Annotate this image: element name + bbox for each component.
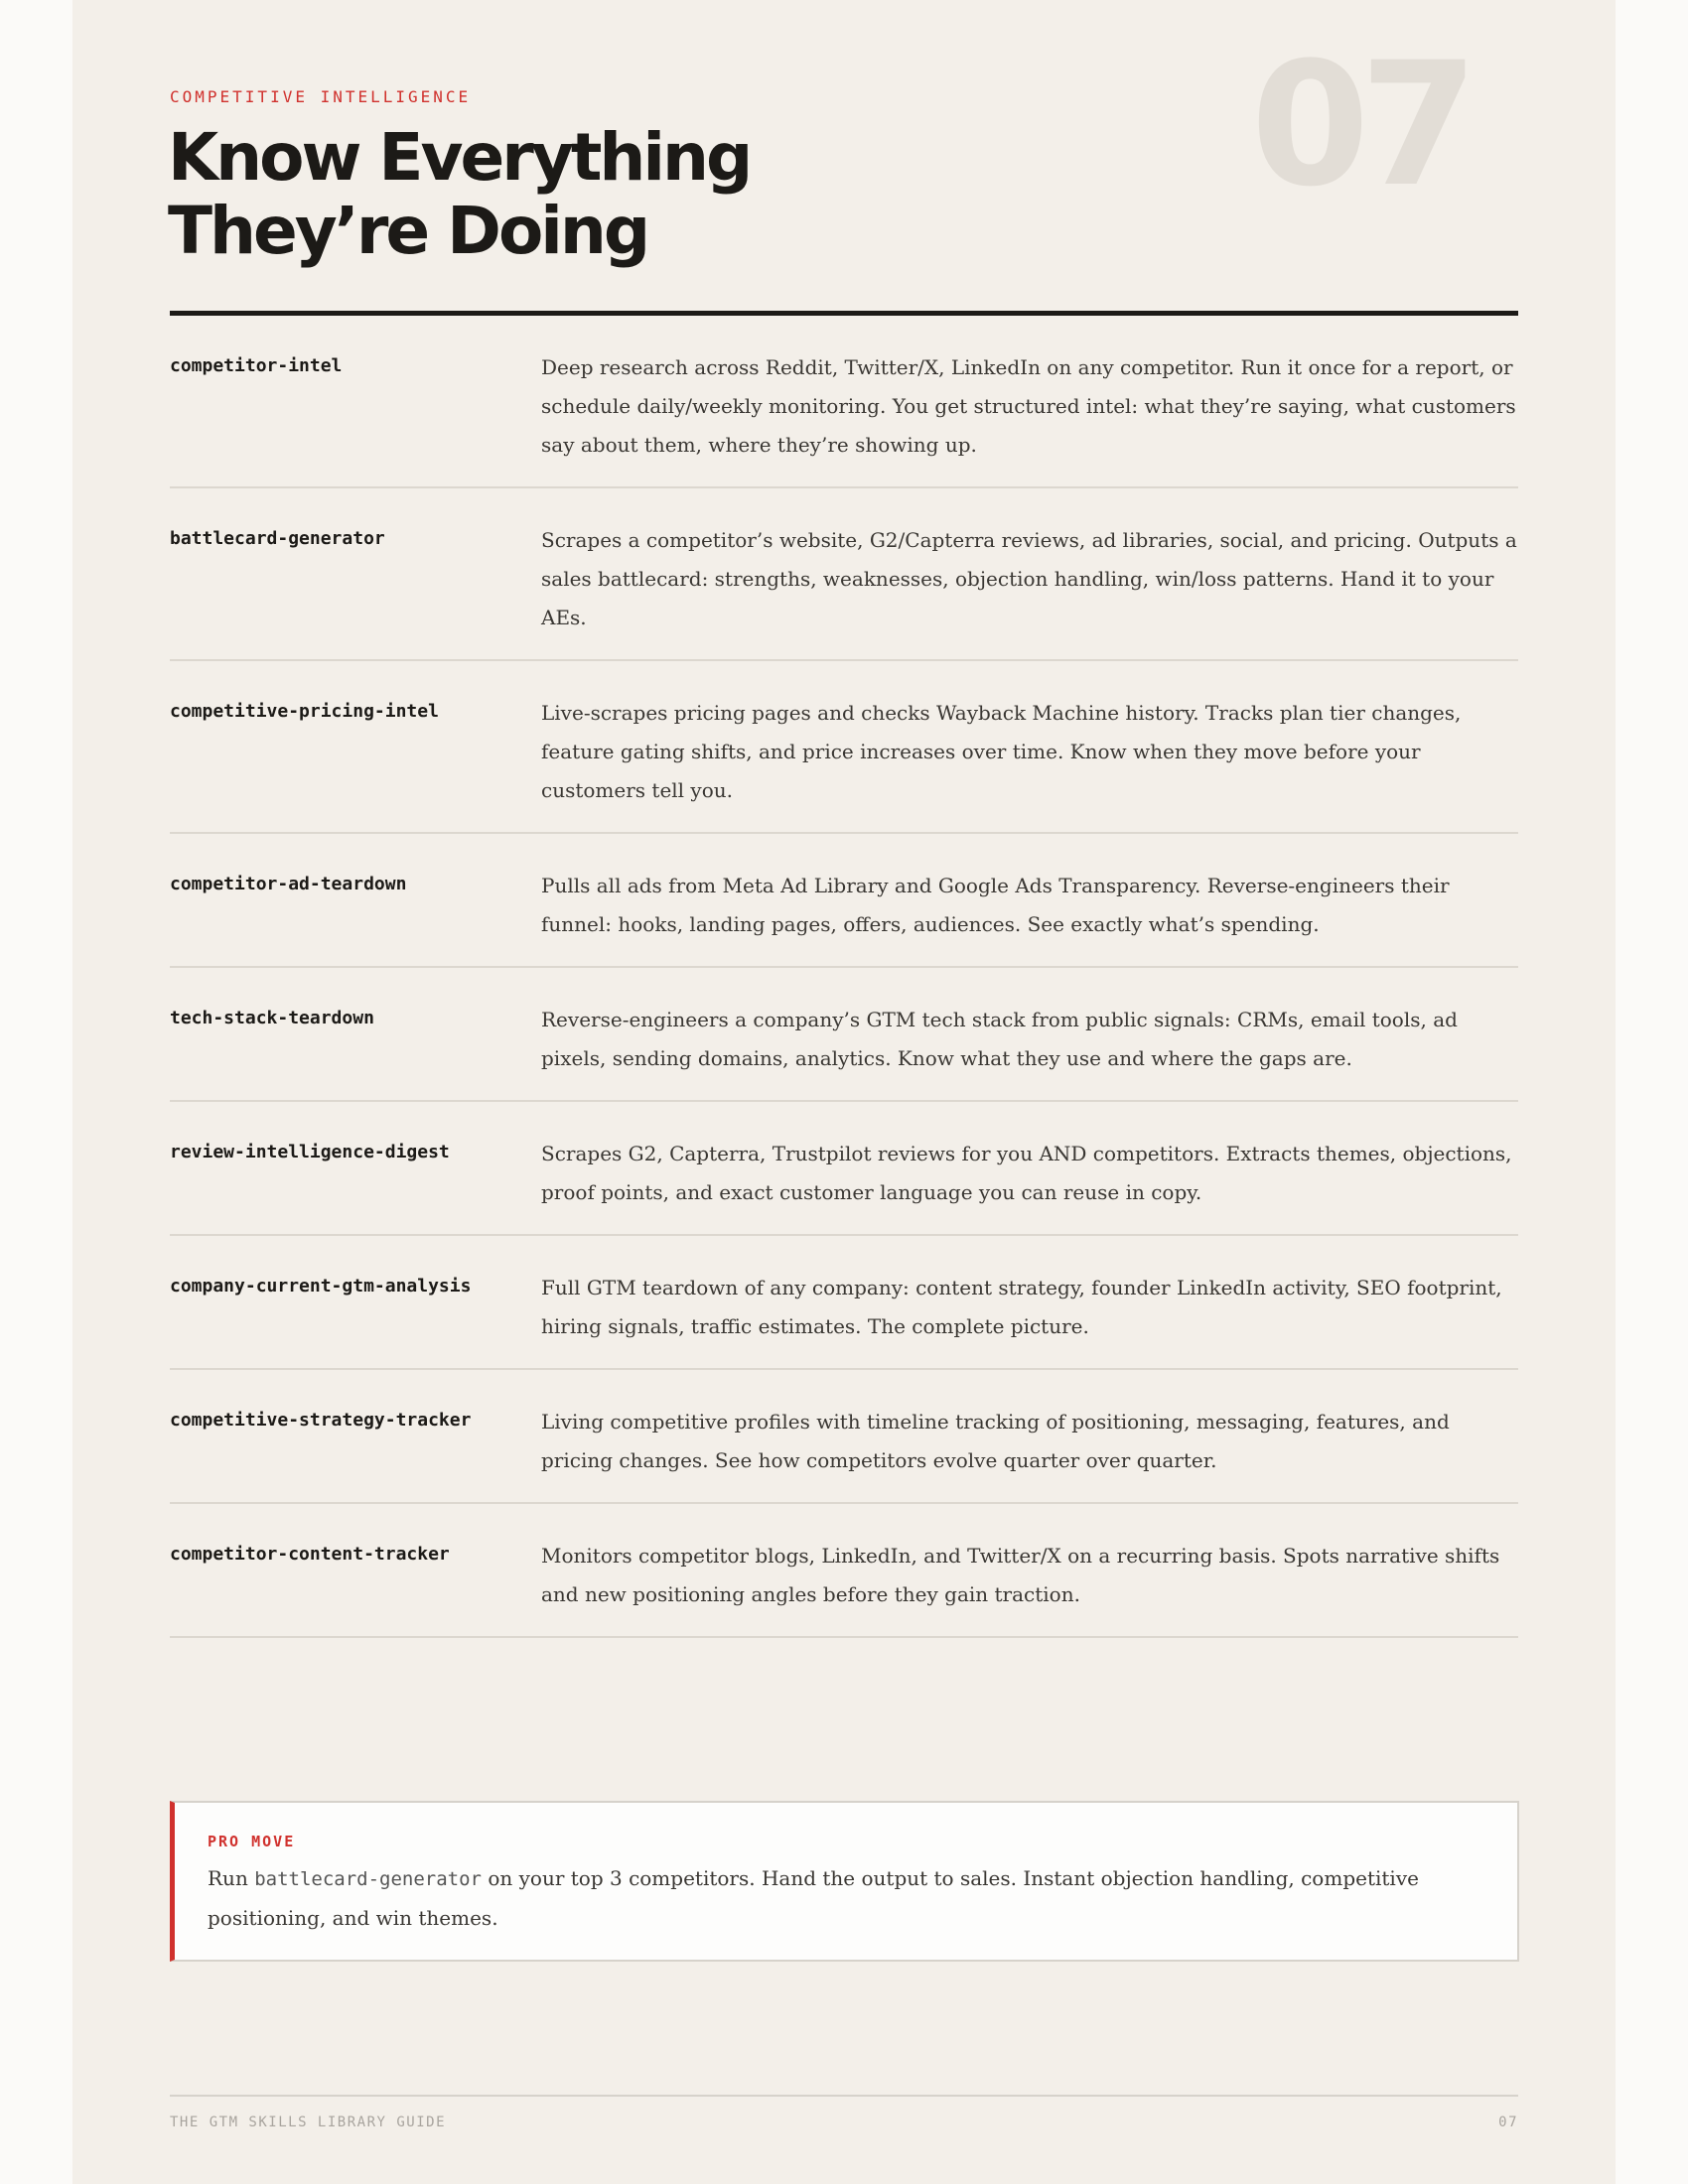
footer-divider [170, 2095, 1518, 2097]
skill-row [170, 1236, 1518, 1370]
skill-row [170, 968, 1518, 1102]
skill-name: competitor-content-tracker [170, 1544, 450, 1565]
skill-row [170, 1504, 1518, 1638]
pro-text-after: on your top 3 competitors. Hand the output to sales. Instant objection handling, competitive positioning, and win themes. [208, 1866, 1419, 1930]
skill-name: battlecard-generator [170, 528, 385, 549]
skill-description: Scrapes a competitor’s website, G2/Capterra reviews, ad libraries, social, and pricing. Outputs a sales battlecard: strengths, weaknesses, objection handling, win/loss patterns. Hand it to your AEs. [541, 528, 1517, 629]
skill-description: Live-scrapes pricing pages and checks Wayback Machine history. Tracks plan tier changes, feature gating shifts, and price increases over time. Know when they move before your customers tell you. [541, 701, 1462, 802]
pro-move-text [208, 1859, 1458, 1938]
skill-description: Full GTM teardown of any company: content strategy, founder LinkedIn activity, SEO footprint, hiring signals, traffic estimates. The complete picture. [541, 1276, 1502, 1338]
skill-description: Scrapes G2, Capterra, Trustpilot reviews for you AND competitors. Extracts themes, objections, proof points, and exact customer language you can reuse in copy. [541, 1142, 1512, 1204]
skill-row [170, 488, 1518, 661]
section-number: 07 [1250, 25, 1469, 224]
section-eyebrow: COMPETITIVE INTELLIGENCE [170, 87, 472, 106]
pro-move-label: PRO MOVE [208, 1833, 296, 1850]
title-line-2: They’re Doing [168, 193, 648, 269]
skill-row [170, 661, 1518, 834]
page-title [168, 121, 750, 268]
skill-description: Pulls all ads from Meta Ad Library and Google Ads Transparency. Reverse-engineers their funnel: hooks, landing pages, offers, audiences. See exactly what’s spending. [541, 874, 1450, 936]
pro-move-code: battlecard-generator [254, 1868, 482, 1890]
skill-name: competitor-intel [170, 355, 343, 376]
footer-page-number: 07 [1498, 2115, 1518, 2130]
skill-name: company-current-gtm-analysis [170, 1276, 472, 1297]
skill-row [170, 834, 1518, 968]
title-line-1: Know Everything [168, 119, 751, 196]
skill-name: competitive-pricing-intel [170, 701, 439, 722]
pro-text-before: Run [208, 1866, 255, 1890]
skill-name: competitor-ad-teardown [170, 874, 407, 894]
skill-row [170, 1102, 1518, 1236]
skill-description: Living competitive profiles with timeline tracking of positioning, messaging, features, and pricing changes. See how competitors evolve quarter over quarter. [541, 1410, 1450, 1472]
skill-description: Deep research across Reddit, Twitter/X, LinkedIn on any competitor. Run it once for a report, or schedule daily/weekly monitoring. You get structured intel: what they’re saying, what customers say about them, where they’re showing up. [541, 355, 1516, 457]
skill-description: Monitors competitor blogs, LinkedIn, and Twitter/X on a recurring basis. Spots narrative shifts and new positioning angles before they gain traction. [541, 1544, 1500, 1606]
skill-name: review-intelligence-digest [170, 1142, 450, 1162]
skill-description: Reverse-engineers a company’s GTM tech stack from public signals: CRMs, email tools, ad pixels, sending domains, analytics. Know what they use and where the gaps are. [541, 1008, 1458, 1070]
pro-move-callout [170, 1801, 1519, 1962]
footer-title: THE GTM SKILLS LIBRARY GUIDE [170, 2115, 447, 2130]
skill-name: competitive-strategy-tracker [170, 1410, 472, 1431]
skill-name: tech-stack-teardown [170, 1008, 374, 1028]
skill-row [170, 316, 1518, 488]
skill-row [170, 1370, 1518, 1504]
skills-table [170, 316, 1518, 1638]
